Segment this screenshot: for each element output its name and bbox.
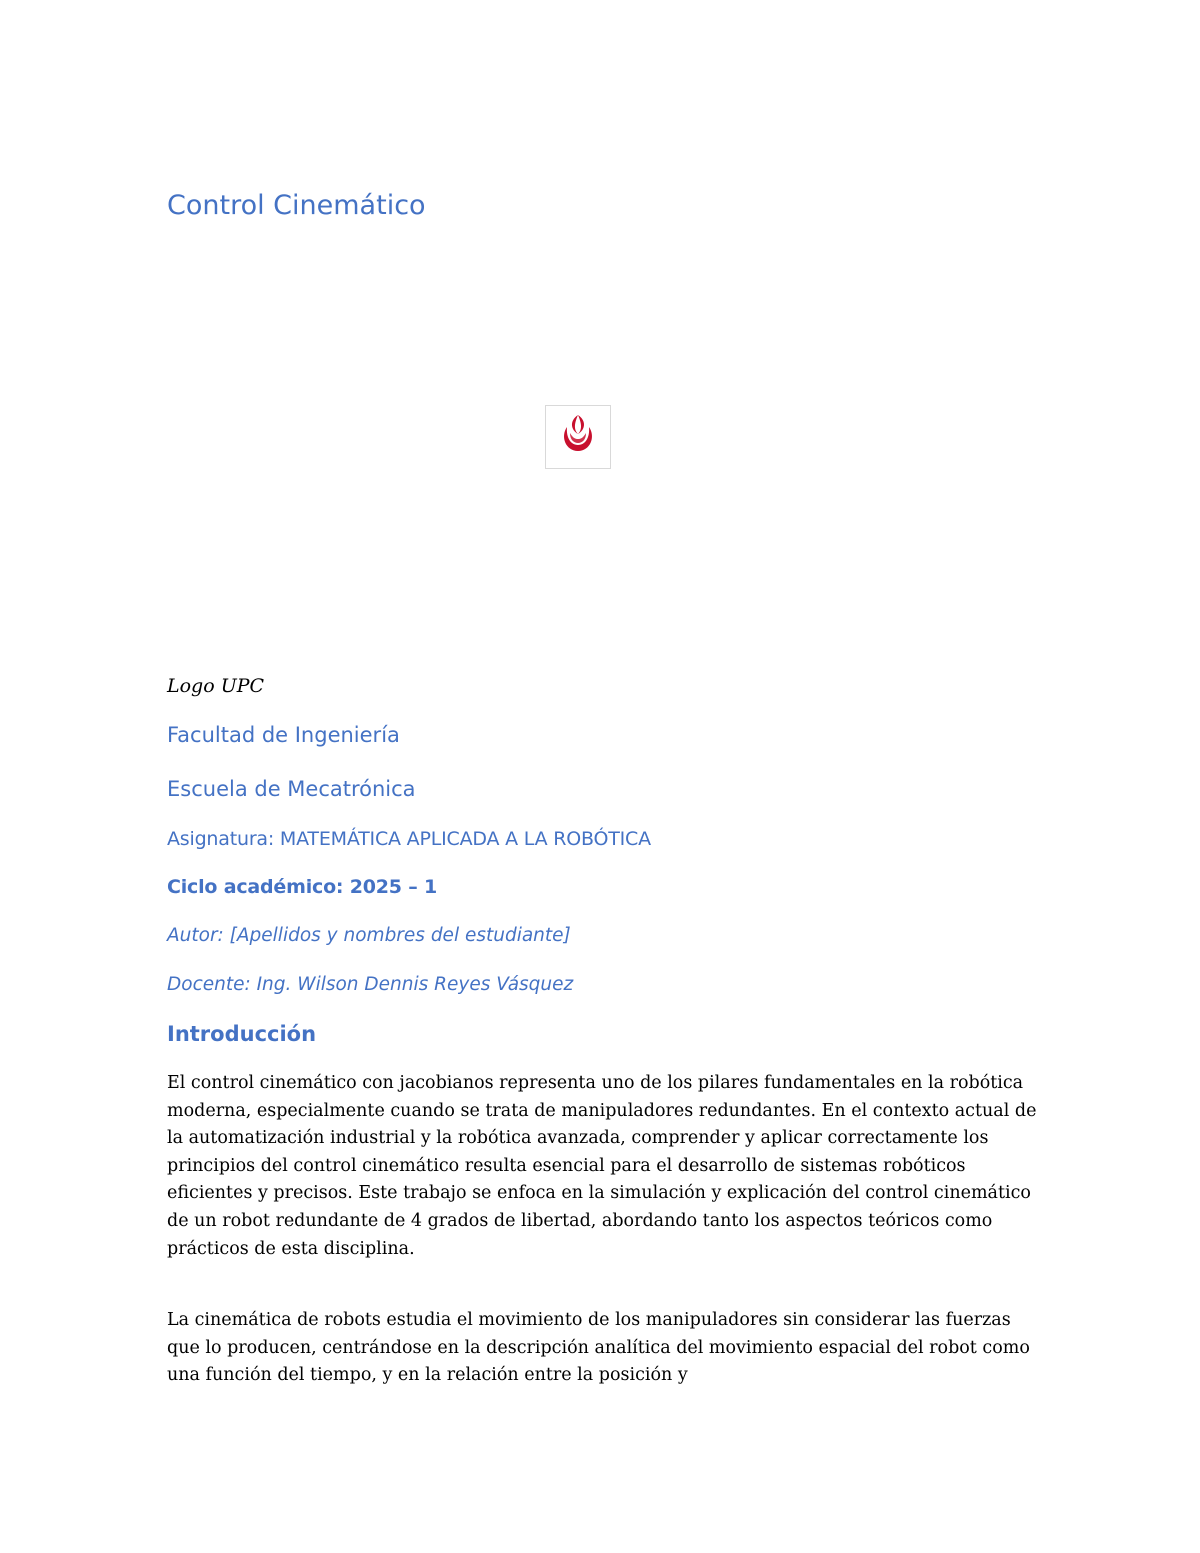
teacher-line: Docente: Ing. Wilson Dennis Reyes Vásquez bbox=[167, 974, 574, 995]
course-heading: Asignatura: MATEMÁTICA APLICADA A LA ROBÓTICA bbox=[167, 828, 651, 850]
cycle-heading: Ciclo académico: 2025 – 1 bbox=[167, 876, 437, 898]
logo-frame bbox=[545, 405, 611, 469]
author-line: Autor: [Apellidos y nombres del estudiante] bbox=[167, 925, 571, 946]
document-title: Control Cinemático bbox=[167, 190, 426, 221]
intro-paragraph-1: El control cinemático con jacobianos representa uno de los pilares fundamentales en la robótica moderna, especialmente cuando se trata de manipuladores redundantes. En el contexto actual de la automatización industrial y la robótica avanzada, comprender y aplicar correctamente los principios del control cinemático resulta esencial para el desarrollo de sistemas robóticos eficientes y precisos. Este trabajo se enfoca en la simulación y explicación del control cinemático de un robot redundante de 4 grados de libertad, abordando tanto los aspectos teóricos como prácticos de esta disciplina. bbox=[167, 1073, 1037, 1259]
introduction-heading: Introducción bbox=[167, 1022, 317, 1046]
school-heading: Escuela de Mecatrónica bbox=[167, 777, 416, 801]
faculty-heading: Facultad de Ingeniería bbox=[167, 723, 400, 747]
intro-paragraph-2: La cinemática de robots estudia el movimiento de los manipuladores sin considerar las fuerzas que lo producen, centrándose en la descripción analítica del movimiento espacial del robot como una función del tiempo, y en la relación entre la posición y bbox=[167, 1310, 1030, 1386]
upc-flame-logo-icon bbox=[546, 406, 610, 468]
logo-caption: Logo UPC bbox=[167, 675, 265, 697]
